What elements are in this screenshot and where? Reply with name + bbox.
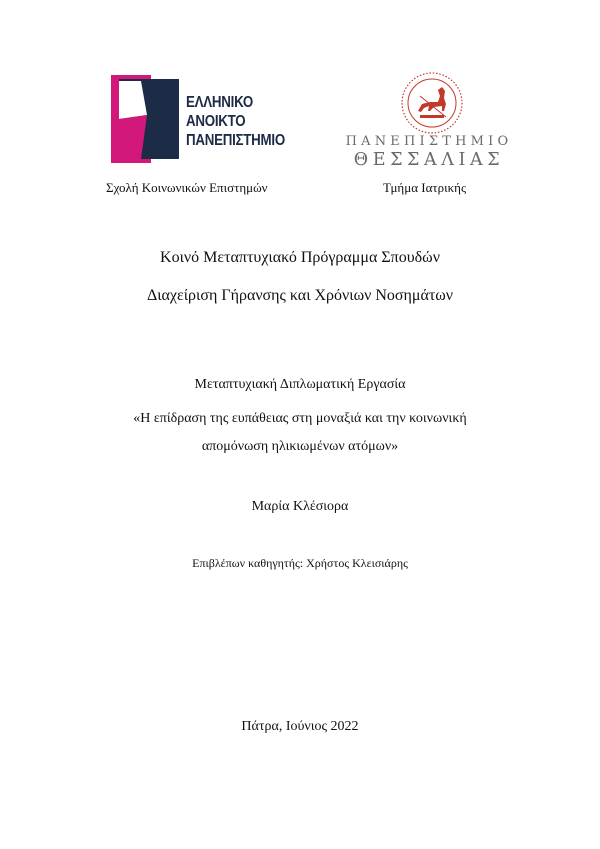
eap-logo-line2: ΑΝΟΙΚΤΟ [186, 113, 246, 130]
uth-logo-text [334, 134, 524, 170]
eap-logo-text [186, 93, 298, 150]
thesis-type: Μεταπτυχιακή Διπλωματική Εργασία [194, 377, 406, 392]
department-name: Τμήμα Ιατρικής [383, 180, 467, 195]
program-title: Κοινό Μεταπτυχιακό Πρόγραμμα Σπουδών [160, 249, 440, 266]
eap-logo-line3: ΠΑΝΕΠΙΣΤΗΜΙΟ [186, 132, 285, 149]
thesis-title-line2: απομόνωση ηλικιωμένων ατόμων» [201, 439, 399, 454]
supervisor: Επιβλέπων καθηγητής: Χρήστος Κλεισιάρης [192, 556, 408, 570]
author-name: Μαρία Κλέσιορα [251, 499, 349, 514]
uth-seal-icon [400, 71, 464, 135]
program-subtitle: Διαχείριση Γήρανσης και Χρόνιων Νοσημάτων [146, 287, 454, 304]
school-name: Σχολή Κοινωνικών Επιστημών [106, 180, 268, 195]
place-date: Πάτρα, Ιούνιος 2022 [241, 719, 359, 734]
thesis-title-line1: «Η επίδραση της ευπάθειας στη μοναξιά και την κοινωνική [133, 411, 467, 426]
eap-logo-line1: ΕΛΛΗΝΙΚΟ [186, 94, 253, 111]
uth-logo-line2: ΘΕΣΣΑΛΙΑΣ [353, 150, 505, 170]
uth-logo-line1: ΠΑΝΕΠΙΣΤΗΜΙΟ [345, 134, 513, 149]
